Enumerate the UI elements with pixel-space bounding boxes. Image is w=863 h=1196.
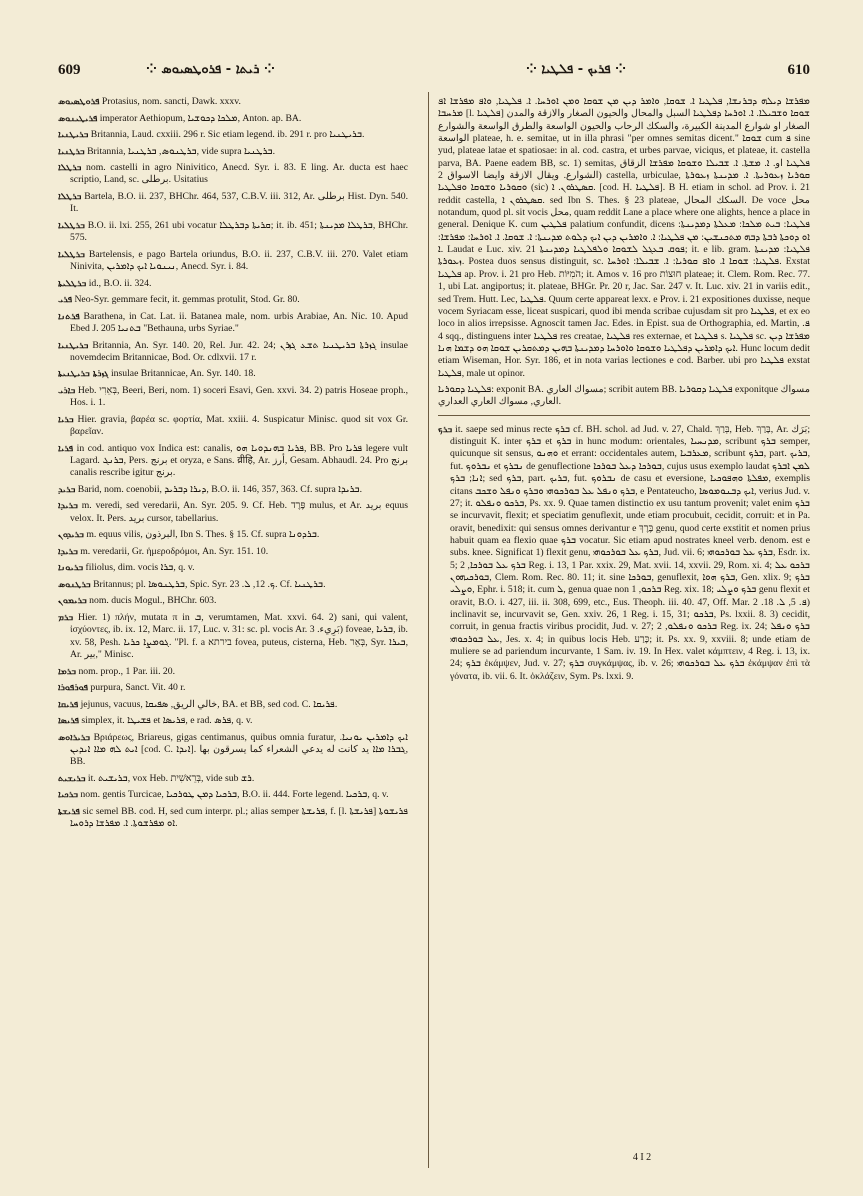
dictionary-entry <box>58 562 408 574</box>
entry-definition: ܡܦܪܫܐ ܕܝܠܗ ܕܒܪܢܫܐ, ܦܠܛܝܐ ܐ. ܫܘܩܐ, ܘܐܡܪ ܕܝܢ ܡܢ ܫܘܩܐ ܘܡܢ ܐܘܪܚܐ. ܐ. ܦܠܛܝܐ, ܘܐܦ ܡܦܪܫܐ ܐܦ ܡܪܚܒܐ [l. ܦܠܛܝܐ] ܫܘܩܐ ܘܫܒܝܠܐ. ܐ. ܐܘܪܚܐ ܕܦܠܛܝܐ ﺍﻟﺴﺒﻞ ﻭﺍﻟﻤﺤﺎﻝ ﻭﺍﻟﺤﻴﻮﻥ ﺍﻟﺼﻐﺎﺭ ﻭﺍﻻﺯﻗﺔ ﻭﺍﻟﻤﺪﻥ ﺍﻟﺼﻐﺎﺭ ﺍﻭ ﺷﻮﺍﺭﻉ ﺍﻟﻤﺪﻳﻨﺔ ﺍﻟﻜﺒﻴﺮﺓ، ﻭﺍﻟﺴﻜﻚ ﺍﻟﺮﺣﺎﺏ ﻭﺍﻟﺤﻴﻮﻥ ﺍﻟﻮﺍﺳﻌﺔ ﻭﺍﻟﻄﺮﻕ ﺍﻟﻮﺍﺳﻌﺔ ﻭﺍﻟﺸﻮﺍﺭﻉ ﺍﻟﻮﺍﺳﻌﺔ plateae, h. e. semitae, ut in illa phrasi "per omnes semitas dicent." ܫܘܩܐ cum ܦ sine yud, plateae latae et spatiosae: in al. cod. castra, et urbes parvae, viciqus, et plateae, it. castella parva, BA. Paene eadem BB, sc. 1) semitas, ܦܠܛܝܐ ﺍﻭ. ܐ. ܡܫܬܐ. ܐ. ܫܒܝܠܐ ܘܫܘܩܐ ܡܦܪܫܐ ﺍﻟﺰﻗﺎﻕ ﺍﻟﺸﻮﺍﺭﻉ. ﻭﻳﻘﺎﻝ ﺍﻻﺯﻗﺔ ﻭﺍﻳﻀﺎ ﺍﻻﺳﻮﺍﻕ 2) castella, urbiculae, ܩܘܪܝܐ ܙܥܘܪܝܬܐ. ܐ. ܡܕܝܢܬܐ ܙܥܘܪܬܐ ܘܩܘܪܝܐ ܘܫܘܩܐ ܘܦܠܛܝܐ (sic) ܩܣܛܪܘܢ. ܐ. [cod. H. ܦܠܛܝܐ]. B H. etiam in schol. ad Prov. i. 21 reddit castella, ܩܣܛܪܘܢ ܐ. sed Ibn S. Thes. § 23 plateae, ﺍﻟﺴﻜﻚ ﺍﻟﻤﺤﺎﻝ. De voce ﻣﺤﻞ notandum, quod pl. sit vocis ﻣﺤﻞ, quam reddit Lane a place where one alights, hence a place in general. Denique K. cum ܦܠܛܝܢ palatium confundit, dicens ܦܠܛܝܐ: ܒܝܬ ܡܠܟܐ: ܡܥܠܬܐ ܕܡܕܝܢܬܐ: ܐܘ ܕܘܟܬܐ ܪܒܬܐ ܕܒܗ ܡܬܟܢܫܝܢ: ܡܢ ܦܠܛܝܐ: ܐ. ܘܐܡܪܝܢ ܕܝܢ ܐܝܟ ܕܠܘܬ ܡܕܝܢܬܐ: ܐ. ܫܘܩܐ. ܐ. ܐܘܪܚܐ: ܡܦܪܫܐ: ܐ. Laudat e Luc. xiv. 21 ܦܘܩ ܒܥܓܠ ܠܫܘܩܐ ܘܠܦܠܛܝܐ ܕܡܕܝܢܬܐ; it. e lib. gram. ܦܠܛܝܐ: ܡܕܝܢܬܐ ܙܥܘܪܬܐ. Postea duos sensus distinguit, sc. ܦܠܛܝܐ: ܫܘܩܐ ܐ. ܘܐܦ ܩܘܪܝܐ: ܐ. ܫܒܝܠܐ: ܐܘܪܚܐ. Exstat ܦܠܛܝܐ ap. Prov. i. 21 pro Heb. הֹמִיּוֹת; it. Amos v. 16 pro חוּצוֹת plateae; it. Clem. Rom. Rec. 77. 1, ubi Lat. angiportus; it. plateae, BHGr. Pr. 20 r, Jac. Sar. 247 v. It. Luc. xiv. 21 in variis edit., sed Trem. Hutt. Lec, ܦܠܛܝܐ. Quum certe appareat lexx. e Prov. i. 21 expositiones duxisse, neque vocem Syriacam esse, liceat suspicari, quod ibi menda scribae cujusdam sit pro ܦܠܛܝܐ, et ex eo loco in alios irrepsisse. Agnoscit tamen Jac. Edes. in Epist. sua de Orthographia, ed. Martin, ܦ. 4 sqq., distinguens inter ܦܠܛܝܐ res creatae, ܦܠܛܝܐ res externae, et ܦܠܛܝܐ s. ܦܠܛܝܐ sc. ܡܦܪܫܐ ܕܝܢ ܐܝܟ ܕܐܡܪܝܢ ܕܦܠܛܝܐ ܘܫܘܩܐ ܘܐܘܪܚܐ ܕܡܕܝܢܬܐ ܒܗܝܢ ܕܡܬܩܪܝܢ ܫܘܩܐ ܗܘ ܕܫܡܐ ܗܢܐ. Hunc locum dedit etiam Wiseman, Hor. Syr. 186, et in nota varias lectiones e cod. Barber. ubi pro ܦܠܛܝܐ exstat ܦܠܛܝܐ, male ut opinor. <box>438 96 810 379</box>
dictionary-entry <box>58 220 408 245</box>
entry-definition: Britannia, Laud. cxxiii. 296 r. Sic etiam legend. ib. 291 r. pro ܒܪܝܛܢܝܐ. <box>90 129 365 141</box>
entry-headword: ܒܪܛܠܝܐ <box>58 249 85 260</box>
entry-definition: nom. castelli in agro Ninivitico, Anecd. Syr. i. 83. E ling. Ar. ducta est haec scriptio, Land, sc. ﺑﺮﻃﻠﻰ. Usitatius <box>70 162 408 186</box>
entry-definition: imperator Aethiopum, ܡܠܟܐ ܕܟܘܫܝܐ, Anton. ap. BA. <box>99 112 302 124</box>
entry-headword: ܒܪܛܢܘܣ <box>58 579 91 590</box>
entry-headword: ܒܪܡܐ <box>58 666 77 677</box>
dictionary-entry <box>58 715 408 727</box>
right-page-header <box>438 62 810 92</box>
entry-headword: ܒܪܡ <box>58 613 74 623</box>
dictionary-entry <box>58 294 408 306</box>
dictionary-entry <box>438 96 810 380</box>
entry-definition: m. equus vilis, ﺍﻟﺒﺮﺫﻭﻥ, Ibn S. Thes. § 15. Cf. supra ܒܪܕܘܢܐ. <box>86 529 320 541</box>
dictionary-entry <box>58 162 408 187</box>
entry-headword: ܦܪܝܣܐ <box>58 716 79 727</box>
entry-definition: it. saepe sed minus recte ܒܪܟ cf. BH. schol. ad Jud. v. 27, Chald. בְּרַךְ, Heb. בָּרַךְ, Ar. ﺑَﺮَﻙ; distinguit K. inter ܒܪܟ et ܒܪܟ in hunc modum: orientales, ܡܕܢܚܝܐ, scribunt ܒܪܟ semper, quicunque sit sensus, ܘܗܢܘ et errant: occidentales autem, ܡܥܪܒܝܐ, scribunt ܒܪܟ, part. ܒܪܝܟ, fut. ܢܒܪܘܟ et ܢܒܪܟ de genuflectione ܒܘܪܟܐ ܕܥܠ ܒܘܪܟܐ, cujus usus exemplo laudat ܠܡܢ ܐܒܪܟ ܐܢܐ; ܒܪܟ; sed ܒܪܟ, part. ܒܪܝܟ, fut. ܢܒܪܘܟ de casu et eversione, ܡܦܠܬܐ ܘܗܦܘܟܝܐ, exemplis citans ܒܪܟ ܘܢܦܠ ܥܠ ܒܘܪܟܘܗܝ ܘܒܪܟ ܘܢܦܠ ܘܫܟܒ, e Pentateucho, ܐܝܟ ܕܒܢܘܡܘܣܐ, verius Jud. v. 27; it. ܒܪܟܘ ܘܢܦܠܘ, Ps. xx. 9. Quae tamen distinctio ex usu tantum provenit; valet enim ܒܪܟ se incurvavit, flexit; et speciatim genuflexit, unde etiam procubuit, cecidit, corruit: et in Pa. oravit, benedixit: qui sensus omnes derivantur e בֶּרֶךְ genu, quod certe exstitit et nomen prius habuit quam ea flexio quae ܒܪܟ vocatur. Sic etiam apud nostrates kneel verb. denom. est e subs. knee. Significat 1) flexit genu, ܒܪܟ ܥܠ ܒܘܪܟܘܗܝ, Jud. vii. 6; ܒܪܟ ܥܠ ܒܘܪܟܘܗܝ, Esdr. ix. 5; ܒܪܟ ܥܠ ܒܘܪܟܐ, 2 Reg. i. 13, 1 Par. xxix. 29, Mat. xvii. 14, xxvii. 29, Rom. xi. 4; ܒܪܟܘ ܥܠ ܒܘܪܟܝܗܘܢ, Clem. Rom. Rec. 80. 11; it. sine ܒܘܪܟܐ, genuflexit, ܒܪܟ ܗܘܐ, Gen. xlix. 9; ܒܪܟ ܘܨܠܝ, Ephr. i. 518; it. cum ܠ, genua quae non ܒܪܟܘ, 1 Reg. xix. 18; ܒܪܟ ܘܨܠܝ genu flexit et oravit, B.O. i. 427, iii. ii. 308, 699, etc., Eus. Theoph. iii. 40. 47, Off. Mar. ܦ. 5, ܠ. 18. 2) inclinavit se, incurvavit se, Gen. xxiv. 26, 1 Reg. i. 15, 31; ܒܪܟܘ, Ps. lxxii. 8. 3) cecidit, corruit, in genua fractis viribus procidit, Jud. v. 27; ܒܪܟܘ ܘܢܦܠܘ, 2 Reg. ix. 24; ܒܪܟ ܘܢܦܠ ܥܠ ܒܘܪܟܘܗܝ, Jes. x. 4; in quibus locis Heb. כָּרַע; it. Ps. xx. 9, xxviii. 8; unde etiam de muliere se ad pariendum incurvante, 1 Sam. iv. 19. In Hex. valet κάμπτειν, 4 Reg. i. 13, ix. 24; ܒܪܟ ἐκάμψεν, Jud. v. 27; ܒܪܟ συγκάμψας, ib. v. 26; ܒܪܟ ܥܠ ܒܘܪܟܘܗܝ ἐκάμψαν ἐπὶ τὰ γόνατα, ib. vii. 6. It. ὀκλάζειν, Sym. Ps. lxxi. 9. <box>450 423 810 682</box>
entry-headword: ܒܐܪܝ <box>58 385 76 396</box>
entry-definition: simplex, it. ܦܫܝܛܐ et ܦܪܝܣܐ, e rad. ܦܪܣ, q. v. <box>81 715 253 727</box>
entry-definition: B.O. ii. lxi. 255, 261 ubi vocatur ܩܪܝܬܐ ܕܒܪܛܠܐ; it. ib. 451; ܒܪܛܠܐ ܡܕܝܢܬܐ, BHChr. 575. <box>70 219 408 244</box>
entry-definition: nom. prop., 1 Par. iii. 20. <box>78 665 176 677</box>
dictionary-entry <box>58 385 408 410</box>
dictionary-entry <box>58 414 408 439</box>
dictionary-entry <box>58 113 408 125</box>
entry-definition: Barathena, in Cat. Lat. ii. Batanea male, nom. urbis Arabiae, An. Nic. 10. Apud Ebed J. 205 ܒܬܢܝܐ "Bethauna, urbs Syriae." <box>70 310 408 335</box>
entry-headword: ܒܪܝܕܐ <box>58 501 78 512</box>
left-column <box>58 96 408 1168</box>
entry-headword: ܦܪܘܛܣܝܘܣ <box>58 97 100 107</box>
entry-headword: ܒܪܝܡܘܢ <box>58 596 87 607</box>
entry-definition: m. veredi, sed veredarii, An. Syr. 205. 9. Cf. Heb. פֶּרֶד mulus, et Ar. ﺑﺮﻳﺪ equus velox. It. Pers. ﺑﺮﻳﺪ cursor, tabellarius. <box>70 500 408 524</box>
entry-headword: ܒܪܝܕ <box>58 484 76 495</box>
entry-definition: Βριάρεως, Briareus, gigas centimanus, quibus omnia furatur, ܐܝܟ ܕܐܡܪܝܢ ܝܘܢܝܐ. ܐܝܬ ܠܗ ܡܐܐ ܐܝܕܝܢ [cod. C. ܐܝܕܐ]. ܓܒܪܐ ܡܐܐ ﻳﺪ ﻛﺎﻧﺖ ﻟﻪ ﻳﺪﻋﻲ ﺍﻟﺸﻌﺮﺍﺀ ﻛﻤﺎ ﻳﺴﺮﻗﻮﻥ ﺑﻬﺎ, BB. <box>70 731 408 768</box>
entry-definition: Heb. בְּאֵרִי, Beeri, Beri, nom. 1) soceri Esavi, Gen. xxvi. 34. 2) patris Hoseae proph., Hos. i. 1. <box>70 384 408 409</box>
entry-headword: ܒܪܝܐ <box>58 414 74 425</box>
entry-headword: ܒܪܛܠܐ <box>58 163 82 174</box>
dictionary-entry <box>58 500 408 525</box>
dictionary-entry <box>58 191 408 216</box>
entry-definition: Britannus; pl. ܒܪܛܢܘܣܐ, Spic. Syr. ܟ. 12, ܠ. 23. Cf. ܒܪܛܢܝܐ. <box>93 578 326 590</box>
entry-definition: filiolus, dim. vocis ܒܪܐ, q. v. <box>85 562 195 574</box>
entry-headword: ܒܪܛܠܝܐ <box>58 220 85 231</box>
dictionary-entry <box>58 96 408 108</box>
entry-definition: Neo-Syr. gemmare fecit, it. gemmas protulit, Stod. Gr. 80. <box>74 294 300 306</box>
entry-headword: ܦܘܪܦܘܪܐ <box>58 683 88 694</box>
entry-headword: ܒܪܝܫܝܬ <box>58 773 86 784</box>
entry-headword: ܦܪܬܢܐ <box>58 311 80 322</box>
entry-definition: nom. ducis Mogul., BHChr. 603. <box>89 595 217 607</box>
entry-definition: sic semel BB. cod. H, sed cum interpr. pl.; alias semper ܦܪܝܫܬܐ, f. [l. ܦܪܝܫܬܐ] ܦܪܝܫܘܬܐ ܐܘ ܡܦܪܫܘܬܐ. ܐ. ܡܦܪܫܐ ܕܪܘܚܐ. <box>70 805 408 830</box>
entry-headword: ܦܪܝܛܝܢܘܣ <box>58 113 98 124</box>
entry-definition: Protasius, nom. sancti, Dawk. xxxv. <box>101 96 241 107</box>
entry-definition: it. ܒܪܝܫܝܬ, vox Heb. בְּרֵאשִׁית, vide sub ܪܫ. <box>87 772 255 784</box>
dictionary-entry <box>58 278 408 290</box>
entry-definition: jejunus, vacuus, ﺧﺎﻟﻲ ﺍﻟﺮﻳﻖ, ܣܦܝܩܐ, BA. et BB, sed cod. C. ܦܪܝܩܐ. <box>80 698 338 710</box>
right-column <box>438 96 810 1168</box>
entry-headword: ܒܪܝܛܢܝܐ <box>58 340 89 351</box>
dictionary-entry <box>58 443 408 480</box>
entry-definition: Barid, nom. coenobii, ܕܝܪܐ ܕܒܪܝܕ, B.O. ii. 146, 357, 363. Cf. supra ܒܪܝܕܐ. <box>77 483 363 495</box>
right-page-number: 610 <box>787 62 810 78</box>
dictionary-entry <box>58 806 408 831</box>
dictionary-entry <box>58 340 408 365</box>
entry-headword: ܒܪܝܕܐ <box>58 546 78 557</box>
dictionary-entry <box>58 612 408 661</box>
entry-definition: Bartela, B.O. ii. 237, BHChr. 464, 537, C.B.V. iii. 312, Ar. ﺑﺮﻃﻠﻰ Hist. Dyn. 540. It. <box>70 191 408 215</box>
dictionary-entry <box>58 484 408 496</box>
entry-headword: ܒܪܝܕܘܢ <box>58 530 84 541</box>
entry-headword: ܒܪܝܪܐܘܣ <box>58 732 91 743</box>
entry-headword: ܒܪܛܠܝܬܐ <box>58 278 87 289</box>
column-divider <box>428 92 429 1168</box>
dictionary-entry <box>58 368 408 380</box>
dictionary-entry <box>438 424 810 683</box>
dictionary-entry <box>58 529 408 541</box>
left-page-header <box>58 62 408 92</box>
entry-headword: ܦܪܝܐ <box>58 443 74 454</box>
entry-definition: id., B.O. ii. 324. <box>88 277 152 289</box>
entry-definition: Bartelensis, e pago Bartela oriundus, B.O. ii. 237, C.B.V. iii. 270. Valet etiam Ninivita, ܢܝܢܘܝܐ ܐܝܟ ܕܐܡܪܝܢ, Anecd. Syr. i. 84. <box>70 248 408 273</box>
entry-headword: ܒܪܝܛܢܝܐ <box>58 130 89 141</box>
entry-headword: ܒܪܛܢܝܐ <box>58 146 85 157</box>
entry-definition: ܦܠܛܝܐ ܕܩܘܪܝܐ: exponit BA. ﻣﺴﻮﺍﻙ ﺍﻟﻌﺎﺭﻱ; scribit autem BB. ܦܠܛܝܐ ܕܩܘܪܝܐ exponitque ﻣﺴﻮﺍﻙ ﺍﻟﻌﺎﺭﻱ, ﻣﺴﻮﺍﻙ ﺍﻟﻌﺎﺭﻱ ﺍﻟﻌﺪﺍﺭﻱ. <box>438 384 810 408</box>
entry-headword: ܦܪܝ <box>58 295 73 306</box>
entry-headword: ܦܪܝܫܬܐ <box>58 806 80 817</box>
dictionary-entry <box>58 595 408 607</box>
entry-definition: Hier. 1) πλήν, mutata π in ܒ, verumtamen, Mat. xxvi. 64. 2) sani, qui valent, ἰσχύοντες, ib. ix. 12, Marc. ii. 17, Luc. v. 31: sc. pl. vocis Ar. ﺑَﺮِﻱﺀ. 3) foveae, ܒܪܝܐ, ib. xv. 58, Pesh. ܓܘܡܨܐ ܟܪܝܐ. "Pl. f. a בירתא fovea, puteus, cisterna, Heb. בְּאֵר, Syr. ܒܝܪܐ, Ar. ﺑﻴﺮ," Minisc. <box>70 612 408 661</box>
left-running-title: ⁘ ܪܝܬܐ - ܦܪܘܛܣܝܘܣ ⁘ <box>146 62 275 77</box>
entry-headword: ܦܪܝܩܐ <box>58 699 79 710</box>
dictionary-entry <box>58 773 408 785</box>
entry-definition: Britannia, An. Syr. 140. 20, Rel. Jur. 42. 24; ܓܙܪܬܐ ܒܪܝܛܢܝܐ ܬܫܥ ܓܙܪܢ insulae novemdecim Britannicae, Bod. Or. cdlxvii. 17 r. <box>70 339 408 363</box>
dictionary-entry <box>58 579 408 591</box>
entry-definition: m. veredarii, Gr. ἡμεροδρόμοι, An. Syr. 151. 10. <box>80 545 269 557</box>
entry-definition: Hier. gravia, βαρέα sc. φορτία, Mat. xxiii. 4. Suspicatur Minisc. quod sit vox Gr. βαρεῖαν. <box>70 413 408 438</box>
dictionary-entry <box>58 682 408 694</box>
dictionary-entry <box>438 384 810 409</box>
right-running-title: ⁘ ܦܪܝܟ - ܦܠܛܝܐ ⁘ <box>526 62 627 77</box>
entry-headword: ܓܙܪܬܐ ܒܪܝܛܢܝܬܐ <box>58 369 109 380</box>
dictionary-entry <box>58 546 408 558</box>
dictionary-entry <box>58 789 408 801</box>
dictionary-entry <box>58 699 408 711</box>
entry-definition: Britannia, ܒܪܛܢܘܣ, ܒܪܛܢܝܐ, vide supra ܒܪܛܢܝܐ. <box>87 145 276 157</box>
dictionary-entry <box>58 732 408 769</box>
entry-headword: ܒܪܟܝܐ <box>58 790 78 801</box>
dictionary-entry <box>58 666 408 678</box>
dictionary-entry <box>58 249 408 274</box>
signature-mark: 4 I 2 <box>632 1152 652 1163</box>
section-rule <box>438 415 810 416</box>
dictionary-entry <box>58 129 408 141</box>
entry-definition: purpura, Sanct. Vit. 40 r. <box>90 682 186 694</box>
dictionary-entry <box>58 311 408 336</box>
entry-headword: ܒܪܝܘܢܐ <box>58 563 84 574</box>
entry-definition: in cod. antiquo vox Indica est: canalis, ܦܪܝܐ ܒܗܢܕܘܝܐ ܗܘ, BB. Pro ܦܪܝܐ legere vult Lagard. ܒܪܢܓ, Pers. ﺑﺮﻧﺞ et oryza, e Sans. व्रीहि, Ar. ﺃﺭﺯ, Gesam. Abhaudl. 24. Pro ﺑﺮﻧﺞ canalis rescribe igitur ﺑﺮﻧﺞ. <box>70 442 408 479</box>
entry-headword: ܒܪܟ <box>438 424 453 435</box>
entry-headword: ܒܪܛܠܐ <box>58 192 82 202</box>
entry-definition: insulae Britannicae, An. Syr. 140. 18. <box>110 368 256 380</box>
dictionary-entry <box>58 146 408 158</box>
left-page-number: 609 <box>58 62 81 78</box>
entry-definition: nom. gentis Turcicae, ܒܪܟܝܐ ܕܡܢ ܛܘܪܟܝܐ, B.O. ii. 444. Forte legend. ܒܪܟܝܐ, q. v. <box>80 789 389 801</box>
